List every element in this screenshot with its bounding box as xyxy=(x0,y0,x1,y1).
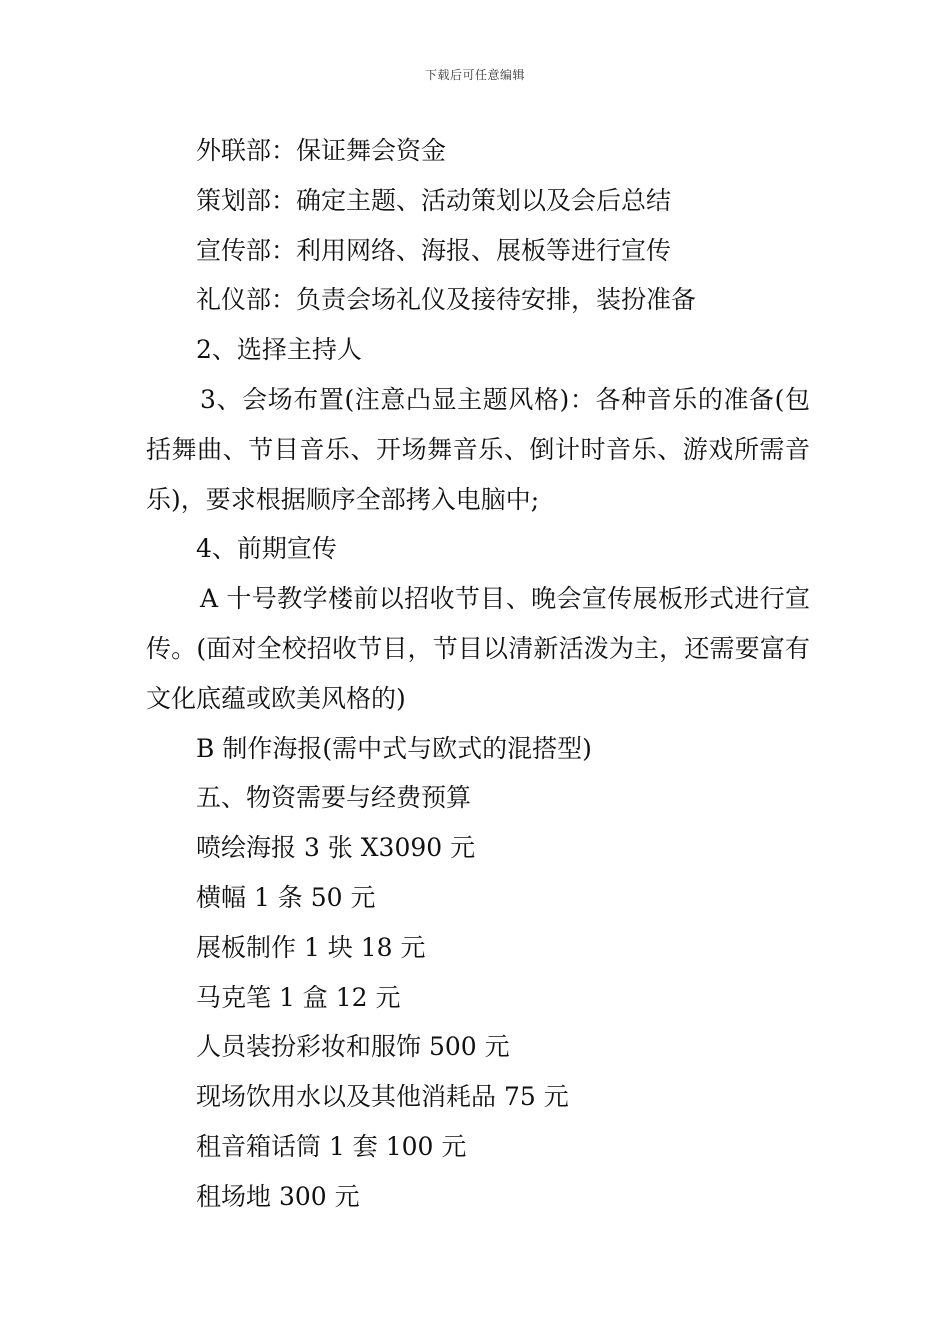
page-header-note: 下载后可任意编辑 xyxy=(424,68,525,82)
paragraph-external-relations: 外联部：保证舞会资金 xyxy=(196,136,447,165)
paragraph-publicity-dept: 宣传部：利用网络、海报、展板等进行宣传 xyxy=(196,235,672,265)
paragraph-venue-setup: 3、会场布置(注意凸显主题风格)：各种音乐的准备(包括舞曲、节目音乐、开场舞音乐、倒计时音乐、游戏所需音乐)，要求根据顺序全部拷入电脑中; xyxy=(146,384,810,514)
paragraph-etiquette-dept: 礼仪部：负责会场礼仪及接待安排，装扮准备 xyxy=(196,285,697,315)
budget-item-venue-rental: 租场地 300 元 xyxy=(196,1181,360,1211)
budget-item-display-board: 展板制作 1 块 18 元 xyxy=(196,932,426,962)
section-heading-budget: 五、物资需要与经费预算 xyxy=(196,783,472,813)
budget-item-audio-rental: 租音箱话筒 1 套 100 元 xyxy=(196,1131,467,1161)
budget-item-water-consumables: 现场饮用水以及其他消耗品 75 元 xyxy=(196,1082,569,1112)
document-body xyxy=(146,126,810,1222)
budget-item-costumes: 人员装扮彩妆和服饰 500 元 xyxy=(196,1032,510,1062)
paragraph-planning-dept: 策划部：确定主题、活动策划以及会后总结 xyxy=(196,185,672,215)
paragraph-publicity-a: A 十号教学楼前以招收节目、晚会宣传展板形式进行宣传。(面对全校招收节目，节目以清新活泼为主，还需要富有文化底蕴或欧美风格的) xyxy=(146,584,810,713)
paragraph-select-host: 2、选择主持人 xyxy=(196,335,362,365)
budget-item-markers: 马克笔 1 盒 12 元 xyxy=(196,982,401,1012)
budget-item-banner: 横幅 1 条 50 元 xyxy=(196,882,376,912)
budget-item-posters: 喷绘海报 3 张 X3090 元 xyxy=(196,833,476,863)
paragraph-early-publicity: 4、前期宣传 xyxy=(196,534,337,564)
paragraph-publicity-b: B 制作海报(需中式与欧式的混搭型) xyxy=(196,733,592,763)
